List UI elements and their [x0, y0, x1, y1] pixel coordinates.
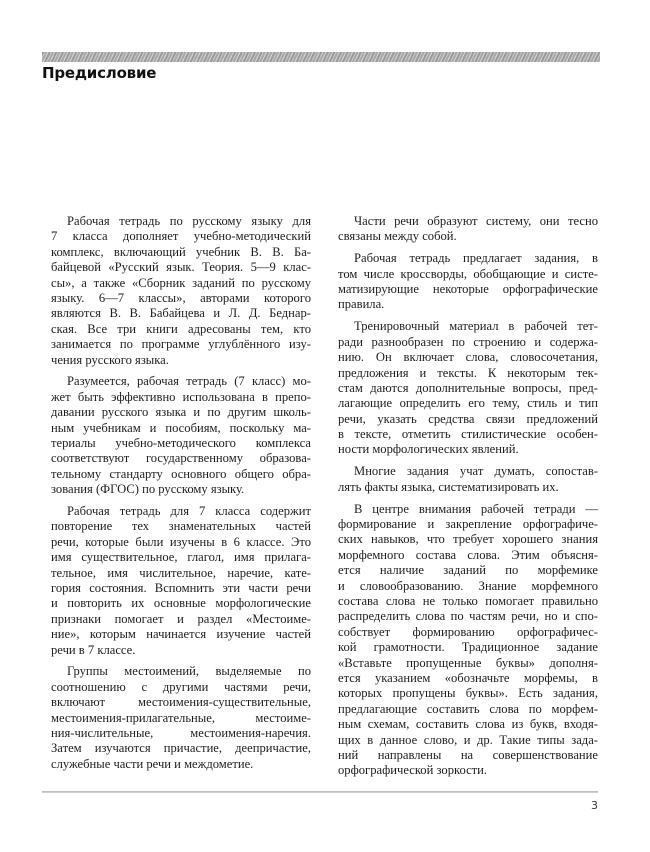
text-line: собствует формированию орфографичес-: [338, 624, 598, 639]
text-line: Рабочая тетрадь для 7 класса содержит: [67, 504, 311, 519]
paragraph: [51, 504, 311, 658]
text-line: предлагающие составить слова по морфем-: [338, 701, 598, 716]
text-line: включают местоимения-существительные,: [51, 695, 311, 710]
paragraph: [51, 374, 311, 497]
text-line: ности морфологических явлений.: [338, 442, 519, 457]
text-line: териалы учебно-методического комплекса: [51, 435, 311, 450]
text-line: кой грамотности. Традиционное задание: [338, 640, 598, 655]
text-line: в тексте, отметить стилистические особен-: [338, 427, 598, 442]
text-line: речи в 7 классе.: [51, 642, 136, 657]
text-column-right: [338, 214, 598, 785]
paragraph: [338, 502, 598, 779]
text-line: 7 класса дополняет учебно-методический: [51, 229, 311, 244]
text-line: зования (ФГОС) по русскому языку.: [51, 482, 245, 497]
text-line: тельному стандарту основного общего обра-: [51, 466, 311, 481]
paragraph: [51, 664, 311, 772]
text-line: связаны между собой.: [338, 229, 457, 244]
paragraph: [338, 251, 598, 313]
text-line: предложения и тексты. К некоторым тек-: [338, 365, 598, 380]
text-line: языку. 6—7 классы», авторами которого: [51, 290, 311, 305]
paragraph: [338, 464, 598, 495]
text-line: повторение тех знаменательных частей: [51, 519, 311, 534]
page-title: Предисловие: [42, 64, 157, 82]
text-line: Разумеется, рабочая тетрадь (7 класс) мо-: [67, 374, 311, 389]
text-line: местоимения-прилагательные, местоиме-: [51, 710, 311, 725]
text-line: Затем изучаются причастие, деепричастие,: [51, 741, 311, 756]
text-line: ний направлены на совершенствование: [338, 747, 598, 762]
text-line: ради разнообразен по строению и содержа-: [338, 334, 598, 349]
text-line: правила.: [338, 297, 385, 312]
text-column-left: [51, 214, 311, 779]
text-line: Многие задания учат думать, сопостав-: [354, 464, 598, 479]
text-line: В центре внимания рабочей тетради —: [354, 501, 598, 516]
text-line: состава слова не только помогает правильно: [338, 593, 598, 608]
text-line: признаки помогает и раздел «Местоиме-: [51, 611, 311, 626]
paragraph: [338, 214, 598, 245]
text-line: распределить слова по частям речи, но и спо-: [338, 609, 598, 624]
paragraph: [338, 319, 598, 458]
text-line: ным схемам, составить слова из букв, входя-: [338, 717, 598, 732]
text-line: давании русского языка и по другим школь-: [51, 405, 311, 420]
text-line: чения русского языка.: [51, 352, 169, 367]
text-line: Тренировочный материал в рабочей тет-: [354, 319, 598, 334]
text-line: Части речи образуют систему, они тесно: [354, 214, 598, 228]
text-line: служебные части речи и междометие.: [51, 756, 254, 771]
text-line: орфографической зоркости.: [338, 763, 488, 778]
text-line: байцевой «Русский язык. Теория. 5—9 клас-: [51, 260, 311, 275]
paragraph: [51, 214, 311, 368]
text-line: ских навыков, что требует хорошего знания: [338, 532, 598, 547]
text-line: речи, которые были изучены в 6 классе. Это: [51, 534, 311, 549]
text-line: ская. Все три книги адресованы тем, кто: [51, 321, 311, 336]
text-line: ется указанием «обозначьте морфемы, в: [338, 670, 598, 685]
text-line: ния-числительные, местоимения-наречия.: [51, 726, 311, 740]
text-line: том числе кроссворды, обобщающие и систе-: [338, 266, 598, 281]
text-line: «Вставьте пропущенные буквы» дополня-: [338, 655, 598, 670]
text-line: речи, указать средства связи предложений: [338, 411, 598, 426]
text-line: соотношению с другими частями речи,: [51, 679, 311, 694]
page-number: 3: [591, 799, 598, 812]
footer-rule: [42, 791, 598, 793]
text-line: сы», а также «Сборник заданий по русскому: [51, 275, 311, 290]
text-line: формирование и закрепление орфографиче-: [338, 517, 598, 532]
text-line: лагающие определить его тему, стиль и тип: [338, 396, 598, 411]
text-line: лять факты языка, систематизировать их.: [338, 479, 559, 494]
text-line: морфемного состава слова. Этим объясня-: [338, 547, 598, 562]
text-line: тельное, имя числительное, наречие, кате-: [51, 565, 311, 580]
text-line: щих в данное слово, и др. Такие типы зада-: [338, 732, 598, 747]
text-line: ным учебникам и пособиям, поскольку ма-: [51, 420, 311, 435]
text-line: соответствуют государственному образова-: [51, 451, 311, 466]
text-line: являются В. В. Бабайцева и Л. Д. Беднар-: [51, 306, 311, 321]
text-line: комплекс, включающий учебник В. В. Ба-: [51, 244, 311, 259]
text-line: которых пропущены буквы». Есть задания,: [338, 686, 598, 701]
text-line: ние», которым начинается изучение частей: [51, 627, 311, 642]
text-line: Группы местоимений, выделяемые по: [67, 664, 311, 679]
header-hatched-band: [42, 52, 600, 62]
text-line: гория состояния. Вспомнить эти части речи: [51, 580, 311, 595]
text-line: и повторить их основные морфологические: [51, 596, 311, 611]
text-line: Рабочая тетрадь по русскому языку для: [67, 214, 311, 228]
text-line: матизирующие некоторые орфографические: [338, 282, 598, 297]
text-line: нию. Он включает слова, словосочетания,: [338, 350, 598, 365]
text-line: жет быть эффективно использована в препо-: [51, 389, 311, 404]
text-line: имя существительное, глагол, имя прилага-: [51, 550, 311, 565]
text-line: и словообразованию. Знание морфемного: [338, 578, 598, 593]
text-line: ется наличие заданий по морфемике: [338, 563, 598, 578]
text-line: занимается по программе углублённого изу-: [51, 337, 311, 352]
text-line: стам даются дополнительные вопросы, пред-: [338, 380, 598, 395]
text-line: Рабочая тетрадь предлагает задания, в: [354, 251, 598, 266]
